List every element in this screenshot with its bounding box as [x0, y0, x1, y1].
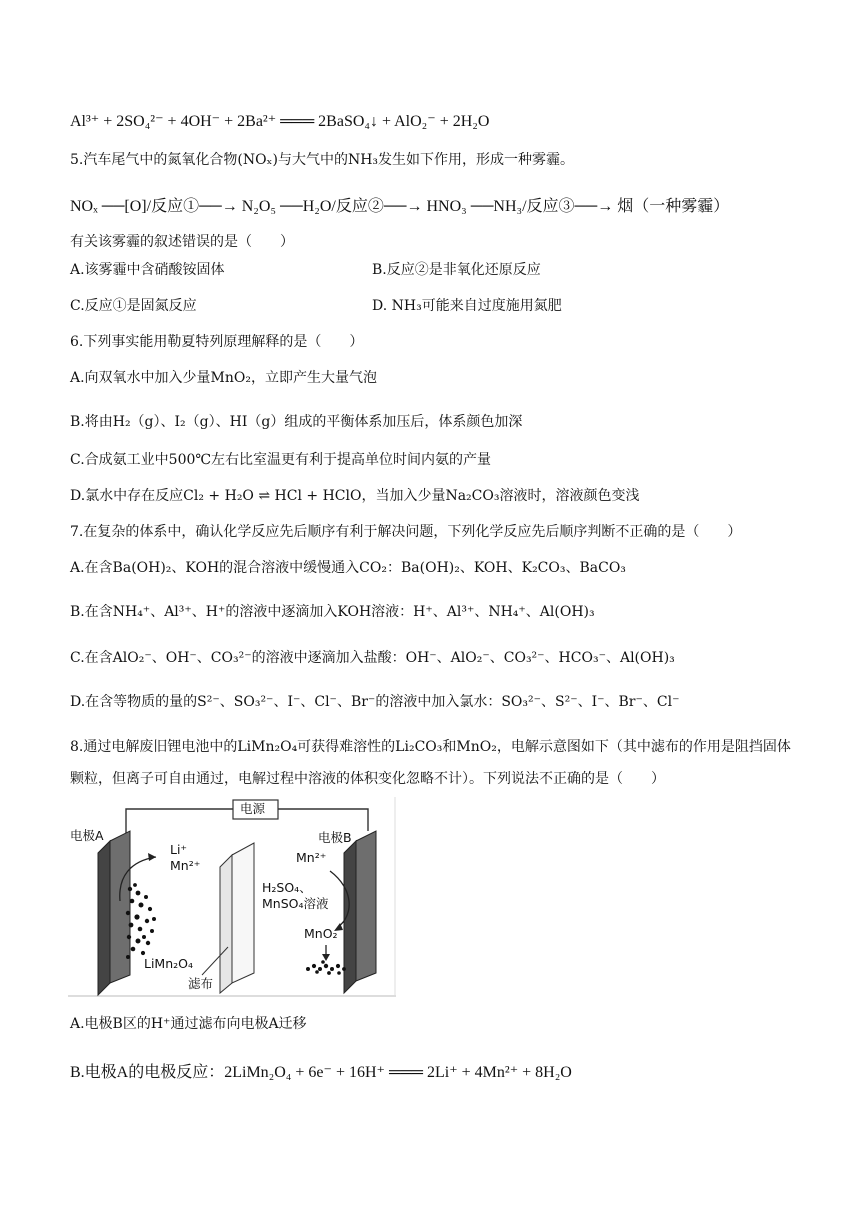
power-source-label: 电源: [240, 801, 266, 816]
q6-option-d: D.氯水中存在反应Cl₂ + H₂O ⇌ HCl + HClO，当加入少量Na₂CO₃溶液时，溶液颜色变浅: [70, 488, 640, 504]
q6-stem: 6.下列事实能用勒夏特列原理解释的是（ ）: [70, 334, 364, 350]
electrode-b-label: 电极B: [318, 830, 352, 845]
electrode-a-face: [110, 831, 130, 983]
q7-option-c: C.在含AlO₂⁻、OH⁻、CO₃²⁻的溶液中逐滴加入盐酸：OH⁻、AlO₂⁻、CO₃²⁻、HCO₃⁻、Al(OH)₃: [70, 650, 675, 666]
q5-option-b: B.反应②是非氧化还原反应: [372, 262, 541, 278]
wire-right: [278, 809, 368, 831]
q5-stem: 5.汽车尾气中的氮氧化合物(NOₓ)与大气中的NH₃发生如下作用，形成一种雾霾。: [70, 152, 575, 168]
q6-option-c: C.合成氨工业中500℃左右比室温更有利于提高单位时间内氨的产量: [70, 452, 492, 468]
q5-option-c: C.反应①是固氮反应: [70, 298, 197, 314]
electrolysis-diagram: [68, 797, 396, 997]
arrow-mno2-head: [322, 954, 330, 961]
filter-cloth-side: [220, 855, 232, 993]
electrode-a-label: 电极A: [70, 828, 104, 843]
q7-option-a: A.在含Ba(OH)₂、KOH的混合溶液中缓慢通入CO₂：Ba(OH)₂、KOH、K₂CO₃、BaCO₃: [70, 560, 626, 576]
electrode-b-face: [356, 831, 376, 981]
q5-option-d: D. NH₃可能来自过度施用氮肥: [372, 298, 562, 314]
arrow-a-head: [148, 853, 156, 861]
q6-option-a: A.向双氧水中加入少量MnO₂，立即产生大量气泡: [70, 370, 378, 386]
wire-left: [126, 809, 233, 837]
q7-option-d: D.在含等物质的量的S²⁻、SO₃²⁻、I⁻、Cl⁻、Br⁻的溶液中加入氯水：SO₃²⁻、S²⁻、I⁻、Br⁻、Cl⁻: [70, 694, 680, 710]
q5-question: 有关该雾霾的叙述错误的是（ ）: [70, 234, 294, 250]
filter-cloth-face: [232, 843, 254, 983]
solution-line2-label: MnSO₄溶液: [262, 896, 329, 911]
equation-ba-so4: Al³⁺ + 2SO₄²⁻ + 4OH⁻ + 2Ba²⁺ ═══ 2BaSO₄↓ + AlO₂⁻ + 2H₂O: [70, 113, 490, 130]
q5-reaction-chain: NOₓ ──[O]/反应①──→ N₂O₅ ──H₂O/反应②──→ HNO₃ ──NH₃/反应③──→ 烟（一种雾霾）: [70, 198, 730, 215]
electrode-a-side: [98, 841, 110, 995]
mn-ion-right-label: Mn²⁺: [296, 850, 327, 865]
mno2-particles: [306, 960, 346, 975]
q7-stem: 7.在复杂的体系中，确认化学反应先后顺序有利于解决问题，下列化学反应先后顺序判断不正确的是（ ）: [70, 524, 742, 540]
q7-option-b: B.在含NH₄⁺、Al³⁺、H⁺的溶液中逐滴加入KOH溶液：H⁺、Al³⁺、NH₄⁺、Al(OH)₃: [70, 604, 595, 620]
q8-option-a: A.电极B区的H⁺通过滤布向电极A迁移: [70, 1016, 307, 1032]
limn2o4-label: LiMn₂O₄: [144, 956, 194, 971]
q6-option-b: B.将由H₂（g）、I₂（g）、HI（g）组成的平衡体系加压后，体系颜色加深: [70, 414, 523, 430]
electrolysis-diagram-svg: [68, 797, 396, 997]
mno2-label: MnO₂: [304, 926, 338, 941]
q8-stem: 8.通过电解废旧锂电池中的LiMn₂O₄可获得难溶性的Li₂CO₃和MnO₂，电解示意图如下（其中滤布的作用是阻挡固体颗粒，但离子可自由通过，电解过程中溶液的体积变化忽略不计）。下列说法不正确的是（ ）: [70, 739, 791, 787]
q5-option-a: A.该雾霾中含硝酸铵固体: [70, 262, 225, 278]
q8-option-b: B.电极A的电极反应：2LiMn₂O₄ + 6e⁻ + 16H⁺ ═══ 2Li⁺ + 4Mn²⁺ + 8H₂O: [70, 1064, 572, 1081]
filter-cloth-label: 滤布: [188, 976, 214, 991]
mn-ion-left-label: Mn²⁺: [170, 858, 201, 873]
li-ion-label: Li⁺: [170, 842, 188, 857]
solution-line1-label: H₂SO₄、: [262, 880, 312, 895]
